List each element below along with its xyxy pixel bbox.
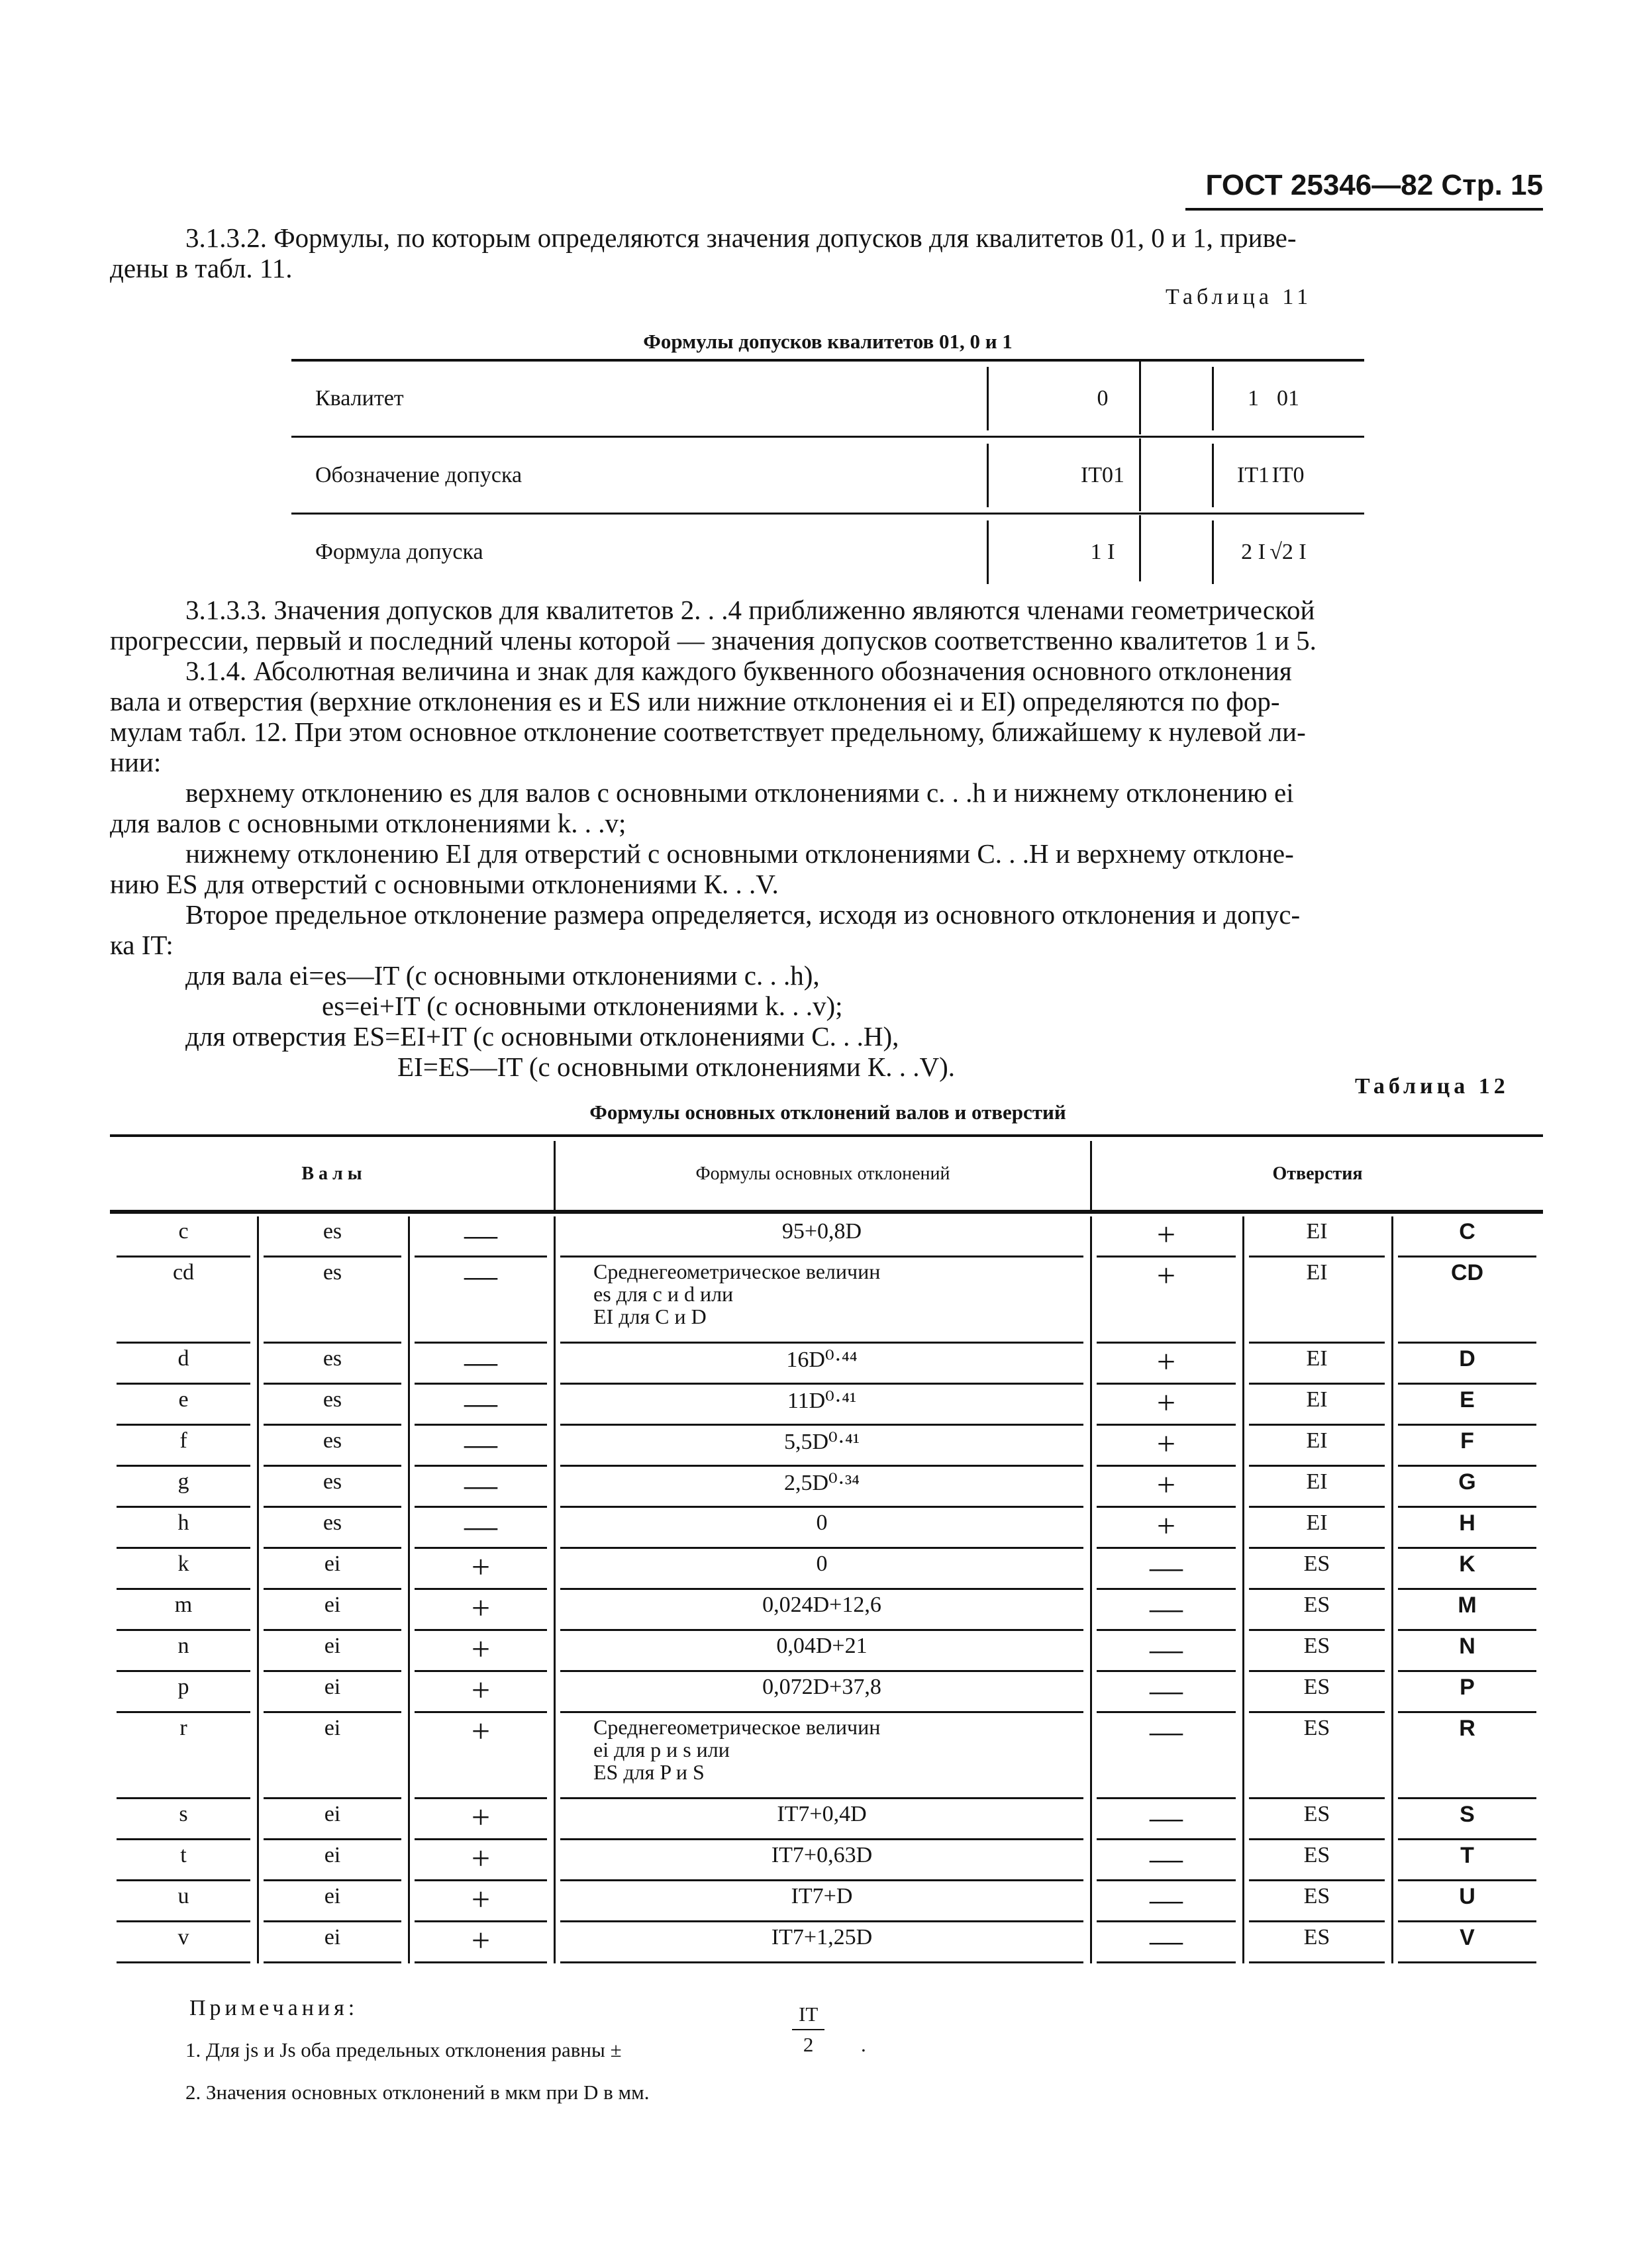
table-cell: — [464, 1216, 497, 1253]
table-cell: + [1156, 1384, 1176, 1421]
table-cell: + [471, 1840, 491, 1877]
formula-line: Среднегеометрическое величин [593, 1715, 881, 1739]
table-cell: — [1150, 1548, 1183, 1585]
table-cell: IT7+1,25D [771, 1925, 873, 1949]
table-cell: 1 [1248, 386, 1259, 411]
table-row [110, 1467, 1543, 1508]
formula-line: Среднегеометрическое величин [593, 1259, 881, 1283]
table-cell: ES [1303, 1593, 1330, 1617]
table-cell: — [1150, 1799, 1183, 1836]
table-cell: u [177, 1884, 189, 1908]
table-cell: Обозначение допуска [315, 463, 523, 487]
table-cell: ei [324, 1802, 341, 1826]
paragraph-text: 3.1.3.3. Значения допусков для квалитетов 2. . .4 приближенно являются членами геометрической [185, 595, 1315, 625]
table-cell: CD [1450, 1260, 1484, 1285]
table-cell: ES [1303, 1802, 1330, 1826]
table-cell: ES [1303, 1552, 1330, 1576]
table-row [110, 1216, 1543, 1257]
table-cell [554, 1713, 1090, 1799]
paragraph-text: прогрессии, первый и последний члены которой — значения допусков соответственно квалитетов 1 и 5. [110, 625, 1317, 656]
table-cell: ES [1303, 1925, 1330, 1949]
table-cell: 0,04D+21 [776, 1634, 868, 1658]
table-cell: + [471, 1799, 491, 1836]
table-cell: 0 [1097, 386, 1109, 411]
paragraph-text: нии: [110, 747, 162, 777]
table-cell: 16D⁰·⁴⁴ [786, 1348, 858, 1372]
paragraph-text: ка IT: [110, 930, 174, 960]
table-cell: e [178, 1387, 189, 1412]
table-row [110, 1881, 1543, 1922]
table12-title: Формулы основных отклонений валов и отверстий [589, 1101, 1066, 1124]
table-cell: — [1150, 1922, 1183, 1959]
table-row [110, 1799, 1543, 1840]
table-cell: h [177, 1510, 189, 1535]
table-cell: + [1156, 1216, 1176, 1253]
paragraph-text: вала и отверстия (верхние отклонения es и ES или нижние отклонения ei и EI) определяются по фор- [110, 686, 1280, 716]
table-row [110, 1590, 1543, 1631]
table-cell: es [323, 1469, 342, 1494]
table-cell: — [1150, 1630, 1183, 1667]
table-cell: IT1 [1236, 463, 1270, 487]
table-cell: 1 I [1090, 540, 1115, 564]
table-row [110, 1922, 1543, 1963]
table-cell: ei [324, 1634, 341, 1658]
table-cell: Формула допуска [315, 540, 483, 564]
table-row [110, 1549, 1543, 1590]
table-cell: 2,5D⁰·³⁴ [783, 1471, 860, 1495]
table-row [110, 1840, 1543, 1881]
table-cell: ei [324, 1593, 341, 1617]
table-cell: — [1150, 1712, 1183, 1750]
table-cell: ei [324, 1884, 341, 1908]
table-cell: cd [172, 1260, 195, 1285]
formula-line: для вала ei=es—IT (с основными отклонениями с. . .h), [185, 960, 820, 991]
table-cell: — [464, 1257, 497, 1294]
table-cell: ES [1303, 1634, 1330, 1658]
table-cell: ei [324, 1552, 341, 1576]
table-cell: es [323, 1219, 342, 1244]
paragraph-text: мулам табл. 12. При этом основное отклонение соответствует предельному, ближайшему к нулевой ли- [110, 716, 1306, 747]
table12-caption: Таблица 12 [1355, 1074, 1509, 1099]
table-cell: 0 [816, 1552, 828, 1576]
table-cell: 5,5D⁰·⁴¹ [783, 1430, 860, 1454]
table-cell: s [179, 1802, 188, 1826]
table-cell: t [180, 1843, 187, 1867]
formula-line: EI=ES—IT (с основными отклонениями К. . .V). [397, 1052, 956, 1082]
table-cell: + [471, 1589, 491, 1626]
table-cell: U [1459, 1884, 1475, 1909]
formula-line: es для c и d или [593, 1282, 734, 1306]
table-cell: G [1458, 1469, 1476, 1495]
table-cell: EI [1306, 1346, 1328, 1371]
table-row [110, 1344, 1543, 1385]
table-cell: + [1156, 1343, 1176, 1380]
table-cell: — [1150, 1589, 1183, 1626]
table-cell: IT0 [1271, 463, 1305, 487]
table-cell: + [471, 1922, 491, 1959]
formula-line: es=ei+IT (с основными отклонениями k. . .v); [322, 991, 843, 1021]
table-cell: 0,024D+12,6 [762, 1593, 881, 1617]
table-cell: ei [324, 1925, 341, 1949]
table-cell: — [1150, 1840, 1183, 1877]
table-cell: R [1459, 1716, 1475, 1741]
table-cell: 95+0,8D [781, 1219, 862, 1244]
table-cell: IT7+0,4D [777, 1802, 867, 1826]
table-cell: — [1150, 1671, 1183, 1708]
table-cell: K [1459, 1552, 1475, 1577]
header-formulas: Формулы основных отклонений [695, 1163, 950, 1184]
table-cell: — [464, 1425, 497, 1462]
table11-caption: Таблица 11 [1166, 285, 1313, 309]
table-row [110, 1385, 1543, 1426]
table-cell: T [1460, 1843, 1474, 1868]
table-cell: + [1156, 1425, 1176, 1462]
table-row [110, 1713, 1543, 1799]
table-cell: es [323, 1346, 342, 1371]
table-cell: p [177, 1675, 189, 1699]
header-shafts: В а л ы [301, 1163, 362, 1184]
table-cell: + [1156, 1257, 1176, 1294]
table-cell: + [471, 1712, 491, 1750]
table-cell: D [1459, 1346, 1475, 1371]
table-cell: — [1150, 1881, 1183, 1918]
table-row [110, 1426, 1543, 1467]
formula-line: ES для P и S [593, 1760, 705, 1784]
table-cell: 11D⁰·⁴¹ [787, 1389, 857, 1413]
table-cell: F [1460, 1428, 1474, 1454]
paragraph-text: нию ES для отверстий с основными отклонениями К. . .V. [110, 869, 779, 899]
table-cell: + [471, 1881, 491, 1918]
table-cell: r [179, 1716, 187, 1740]
table-row [110, 1257, 1543, 1344]
table-cell: ei [324, 1675, 341, 1699]
table-cell: + [471, 1548, 491, 1585]
table-cell: + [471, 1630, 491, 1667]
table-cell: V [1460, 1925, 1475, 1950]
table-cell: M [1458, 1593, 1477, 1618]
table-row [110, 1672, 1543, 1713]
table-cell: EI [1306, 1387, 1328, 1412]
table-cell: S [1460, 1802, 1475, 1827]
table-cell: — [464, 1343, 497, 1380]
fraction-denominator: 2 [803, 2033, 814, 2056]
table-row [110, 1508, 1543, 1549]
table-cell: d [177, 1346, 189, 1371]
table-cell: g [177, 1469, 189, 1494]
table-cell: 0 [816, 1510, 828, 1535]
table-cell: 0,072D+37,8 [762, 1675, 881, 1699]
header-holes: Отверстия [1272, 1163, 1363, 1184]
page-header: ГОСТ 25346—82 Стр. 15 [1185, 166, 1543, 211]
formula-line: ei для p и s или [593, 1738, 730, 1761]
note-1-end: . [861, 2033, 866, 2056]
formula-line: для отверстия ES=EI+IT (с основными отклонениями С. . .H), [185, 1021, 899, 1052]
table-cell: es [323, 1387, 342, 1412]
table-cell: + [471, 1671, 491, 1708]
table-cell: EI [1306, 1260, 1328, 1285]
table-cell: es [323, 1510, 342, 1535]
table-cell: + [1156, 1507, 1176, 1544]
table-cell: Квалитет [315, 386, 404, 411]
table-cell: ES [1303, 1716, 1330, 1740]
table-cell: ES [1303, 1843, 1330, 1867]
paragraph-text: нижнему отклонению EI для отверстий с основными отклонениями С. . .H и верхнему отклоне- [185, 838, 1294, 869]
table-cell: 01 [1277, 386, 1299, 411]
note-1: 1. Для js и Js оба предельных отклонения равны ± [185, 2038, 622, 2061]
note-2: 2. Значения основных отклонений в мкм при D в мм. [185, 2081, 650, 2104]
fraction [792, 2002, 824, 2057]
table-cell: c [178, 1219, 189, 1244]
paragraph-text: 3.1.3.2. Формулы, по которым определяются значения допусков для квалитетов 01, 0 и 1, приве- [185, 222, 1297, 253]
table-cell: C [1459, 1219, 1475, 1244]
paragraph-text: Второе предельное отклонение размера определяется, исходя из основного отклонения и допус- [185, 899, 1301, 930]
table-cell: IT01 [1080, 463, 1125, 487]
table-cell: k [177, 1552, 189, 1576]
paragraph-text: 3.1.4. Абсолютная величина и знак для каждого буквенного обозначения основного отклонения [185, 656, 1292, 686]
table-cell: v [177, 1925, 189, 1949]
table-cell: f [179, 1428, 187, 1453]
table-cell: n [177, 1634, 189, 1658]
formula-line: EI для C и D [593, 1305, 707, 1328]
table-row [110, 1631, 1543, 1672]
table-cell: ES [1303, 1675, 1330, 1699]
table-cell: ei [324, 1843, 341, 1867]
table-cell: N [1459, 1634, 1475, 1659]
paragraph-text: верхнему отклонению es для валов с основными отклонениями с. . .h и нижнему отклонению ei [185, 777, 1294, 808]
table-cell: IT7+0,63D [771, 1843, 873, 1867]
table-cell: EI [1306, 1428, 1328, 1453]
table-cell: m [174, 1593, 193, 1617]
paragraph-text: дены в табл. 11. [110, 253, 293, 283]
table-cell: E [1460, 1387, 1475, 1412]
table-cell: — [464, 1507, 497, 1544]
table-cell: — [464, 1466, 497, 1503]
fraction-numerator: IT [792, 2002, 824, 2030]
table-cell: es [323, 1260, 342, 1285]
table-cell: P [1460, 1675, 1475, 1700]
table-cell: H [1459, 1510, 1475, 1536]
table-cell: es [323, 1428, 342, 1453]
table-12 [110, 1134, 1543, 1979]
notes-heading: Примечания: [189, 1996, 359, 2020]
table-cell: EI [1306, 1469, 1328, 1494]
table-cell: ei [324, 1716, 341, 1740]
table-cell: EI [1306, 1219, 1328, 1244]
table-cell: + [1156, 1466, 1176, 1503]
table-cell: — [464, 1384, 497, 1421]
table-cell [554, 1257, 1090, 1344]
table-cell: IT7+D [791, 1884, 853, 1908]
table11-title: Формулы допусков квалитетов 01, 0 и 1 [643, 330, 1013, 353]
paragraph-text: для валов с основными отклонениями k. . .v; [110, 808, 626, 838]
table-cell: 2 I [1241, 540, 1266, 564]
table-cell: √2 I [1270, 540, 1307, 564]
table-cell: EI [1306, 1510, 1328, 1535]
table-cell: ES [1303, 1884, 1330, 1908]
